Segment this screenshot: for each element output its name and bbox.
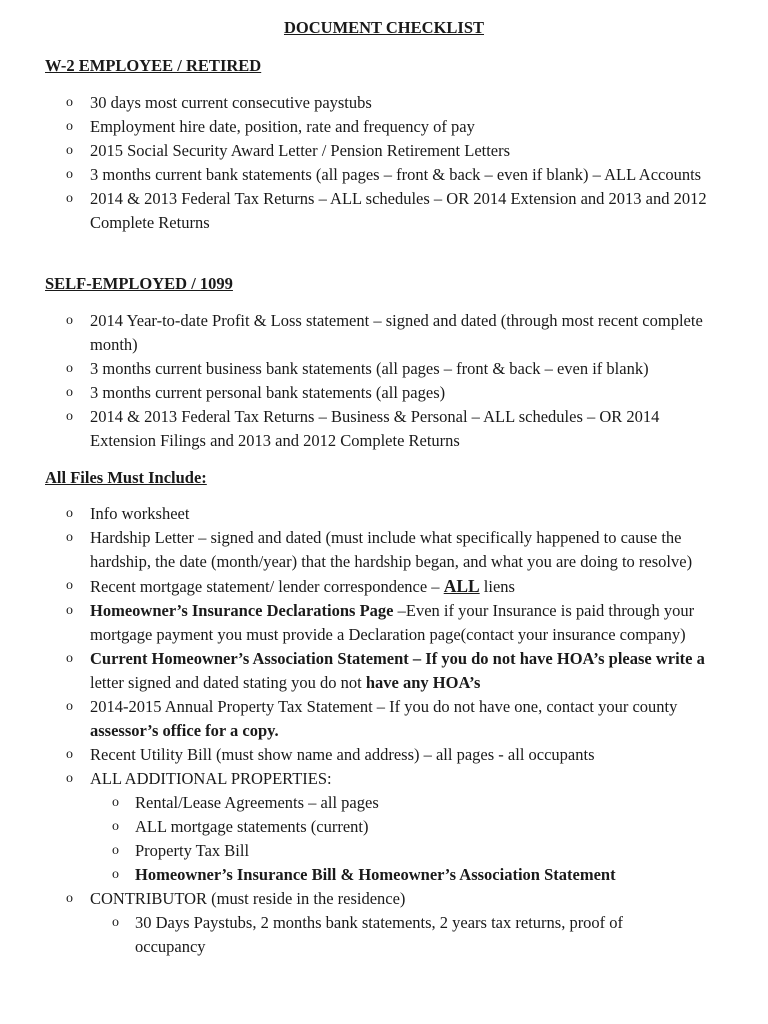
- bullet-icon: o: [66, 506, 73, 521]
- bullet-icon: o: [66, 699, 73, 714]
- bullet-icon: o: [112, 819, 119, 834]
- list-item: o Property Tax Bill: [90, 839, 728, 863]
- list-item: o 2014 Year-to-date Profit & Loss statement – signed and dated (through most recent complete month): [66, 311, 703, 354]
- contributor-list: [90, 911, 728, 959]
- list-item: o ALL ADDITIONAL PROPERTIES: o Rental/Lease Agreements – all pages o ALL mortgage statements (current) o Property Tax Bill o Homeowner’s Insurance Bill & Homeowner’s Association Statement: [0, 767, 768, 887]
- bullet-icon: o: [66, 361, 73, 376]
- bullet-icon: o: [66, 771, 73, 786]
- list-item: o 3 months current personal bank statements (all pages): [0, 381, 768, 405]
- additional-properties-list: [90, 791, 728, 887]
- list-item: o 2014 & 2013 Federal Tax Returns – ALL schedules – OR 2014 Extension and 2013 and 2012 Complete Returns: [66, 189, 707, 232]
- page-title: DOCUMENT CHECKLIST: [283, 18, 485, 37]
- bullet-icon: o: [66, 409, 73, 424]
- list-item: o Info worksheet: [0, 502, 768, 526]
- bullet-icon: o: [66, 651, 73, 666]
- self-employed-list: [0, 309, 768, 453]
- list-item: o 2014 & 2013 Federal Tax Returns – Business & Personal – ALL schedules – OR 2014 Extension Filings and 2013 and 2012 Complete Returns: [66, 407, 660, 450]
- list-item: o 30 Days Paystubs, 2 months bank statements, 2 years tax returns, proof of occupancy: [112, 913, 624, 956]
- list-item: o 2015 Social Security Award Letter / Pension Retirement Letters: [0, 139, 768, 163]
- list-item: o Rental/Lease Agreements – all pages: [90, 791, 728, 815]
- list-item: o 3 months current business bank statements (all pages – front & back – even if blank): [0, 357, 768, 381]
- bullet-icon: o: [66, 313, 73, 328]
- list-item: o 30 days most current consecutive paystubs: [0, 91, 768, 115]
- bullet-icon: o: [66, 385, 73, 400]
- list-item: o Hardship Letter – signed and dated (must include what specifically happened to cause the hardship, the date (month/year) that the hardship began, and what you are doing to resolve): [66, 528, 693, 571]
- section-heading-self-employed: SELF-EMPLOYED / 1099: [45, 274, 233, 293]
- list-item: o Homeowner’s Insurance Declarations Page –Even if your Insurance is paid through your mortgage payment you must provide a Declaration page(contact your insurance company): [66, 601, 695, 644]
- bullet-icon: o: [66, 603, 73, 618]
- section-heading-w2: W-2 EMPLOYEE / RETIRED: [45, 56, 262, 75]
- bullet-icon: o: [66, 578, 73, 593]
- bullet-icon: o: [66, 747, 73, 762]
- bullet-icon: o: [66, 119, 73, 134]
- bullet-icon: o: [66, 143, 73, 158]
- section-heading-all-files: All Files Must Include:: [45, 468, 207, 487]
- list-item: o 2014-2015 Annual Property Tax Statement – If you do not have one, contact your county assessor’s office for a copy.: [66, 697, 678, 740]
- list-item: o Recent Utility Bill (must show name and address) – all pages - all occupants: [0, 743, 768, 767]
- list-item: o ALL mortgage statements (current): [90, 815, 728, 839]
- list-item: o Recent mortgage statement/ lender correspondence – ALL liens: [66, 576, 515, 596]
- bullet-icon: o: [66, 530, 73, 545]
- bullet-icon: o: [66, 167, 73, 182]
- all-files-list: [0, 502, 768, 959]
- bullet-icon: o: [66, 891, 73, 906]
- list-item: o Homeowner’s Insurance Bill & Homeowner’s Association Statement: [90, 863, 728, 887]
- bullet-icon: o: [112, 843, 119, 858]
- list-item: o CONTRIBUTOR (must reside in the residence) o 30 Days Paystubs, 2 months bank statements, 2 years tax returns, proof of occupancy: [0, 887, 768, 959]
- bullet-icon: o: [112, 867, 119, 882]
- w2-list: [0, 91, 768, 235]
- list-item: o Employment hire date, position, rate and frequency of pay: [0, 115, 768, 139]
- list-item: o 3 months current bank statements (all pages – front & back – even if blank) – ALL Accounts: [0, 163, 768, 187]
- bullet-icon: o: [66, 95, 73, 110]
- bullet-icon: o: [112, 915, 119, 930]
- bullet-icon: o: [66, 191, 73, 206]
- bullet-icon: o: [112, 795, 119, 810]
- list-item: o Current Homeowner’s Association Statement – If you do not have HOA’s please write a letter signed and dated stating you do not have any HOA’s: [66, 649, 705, 692]
